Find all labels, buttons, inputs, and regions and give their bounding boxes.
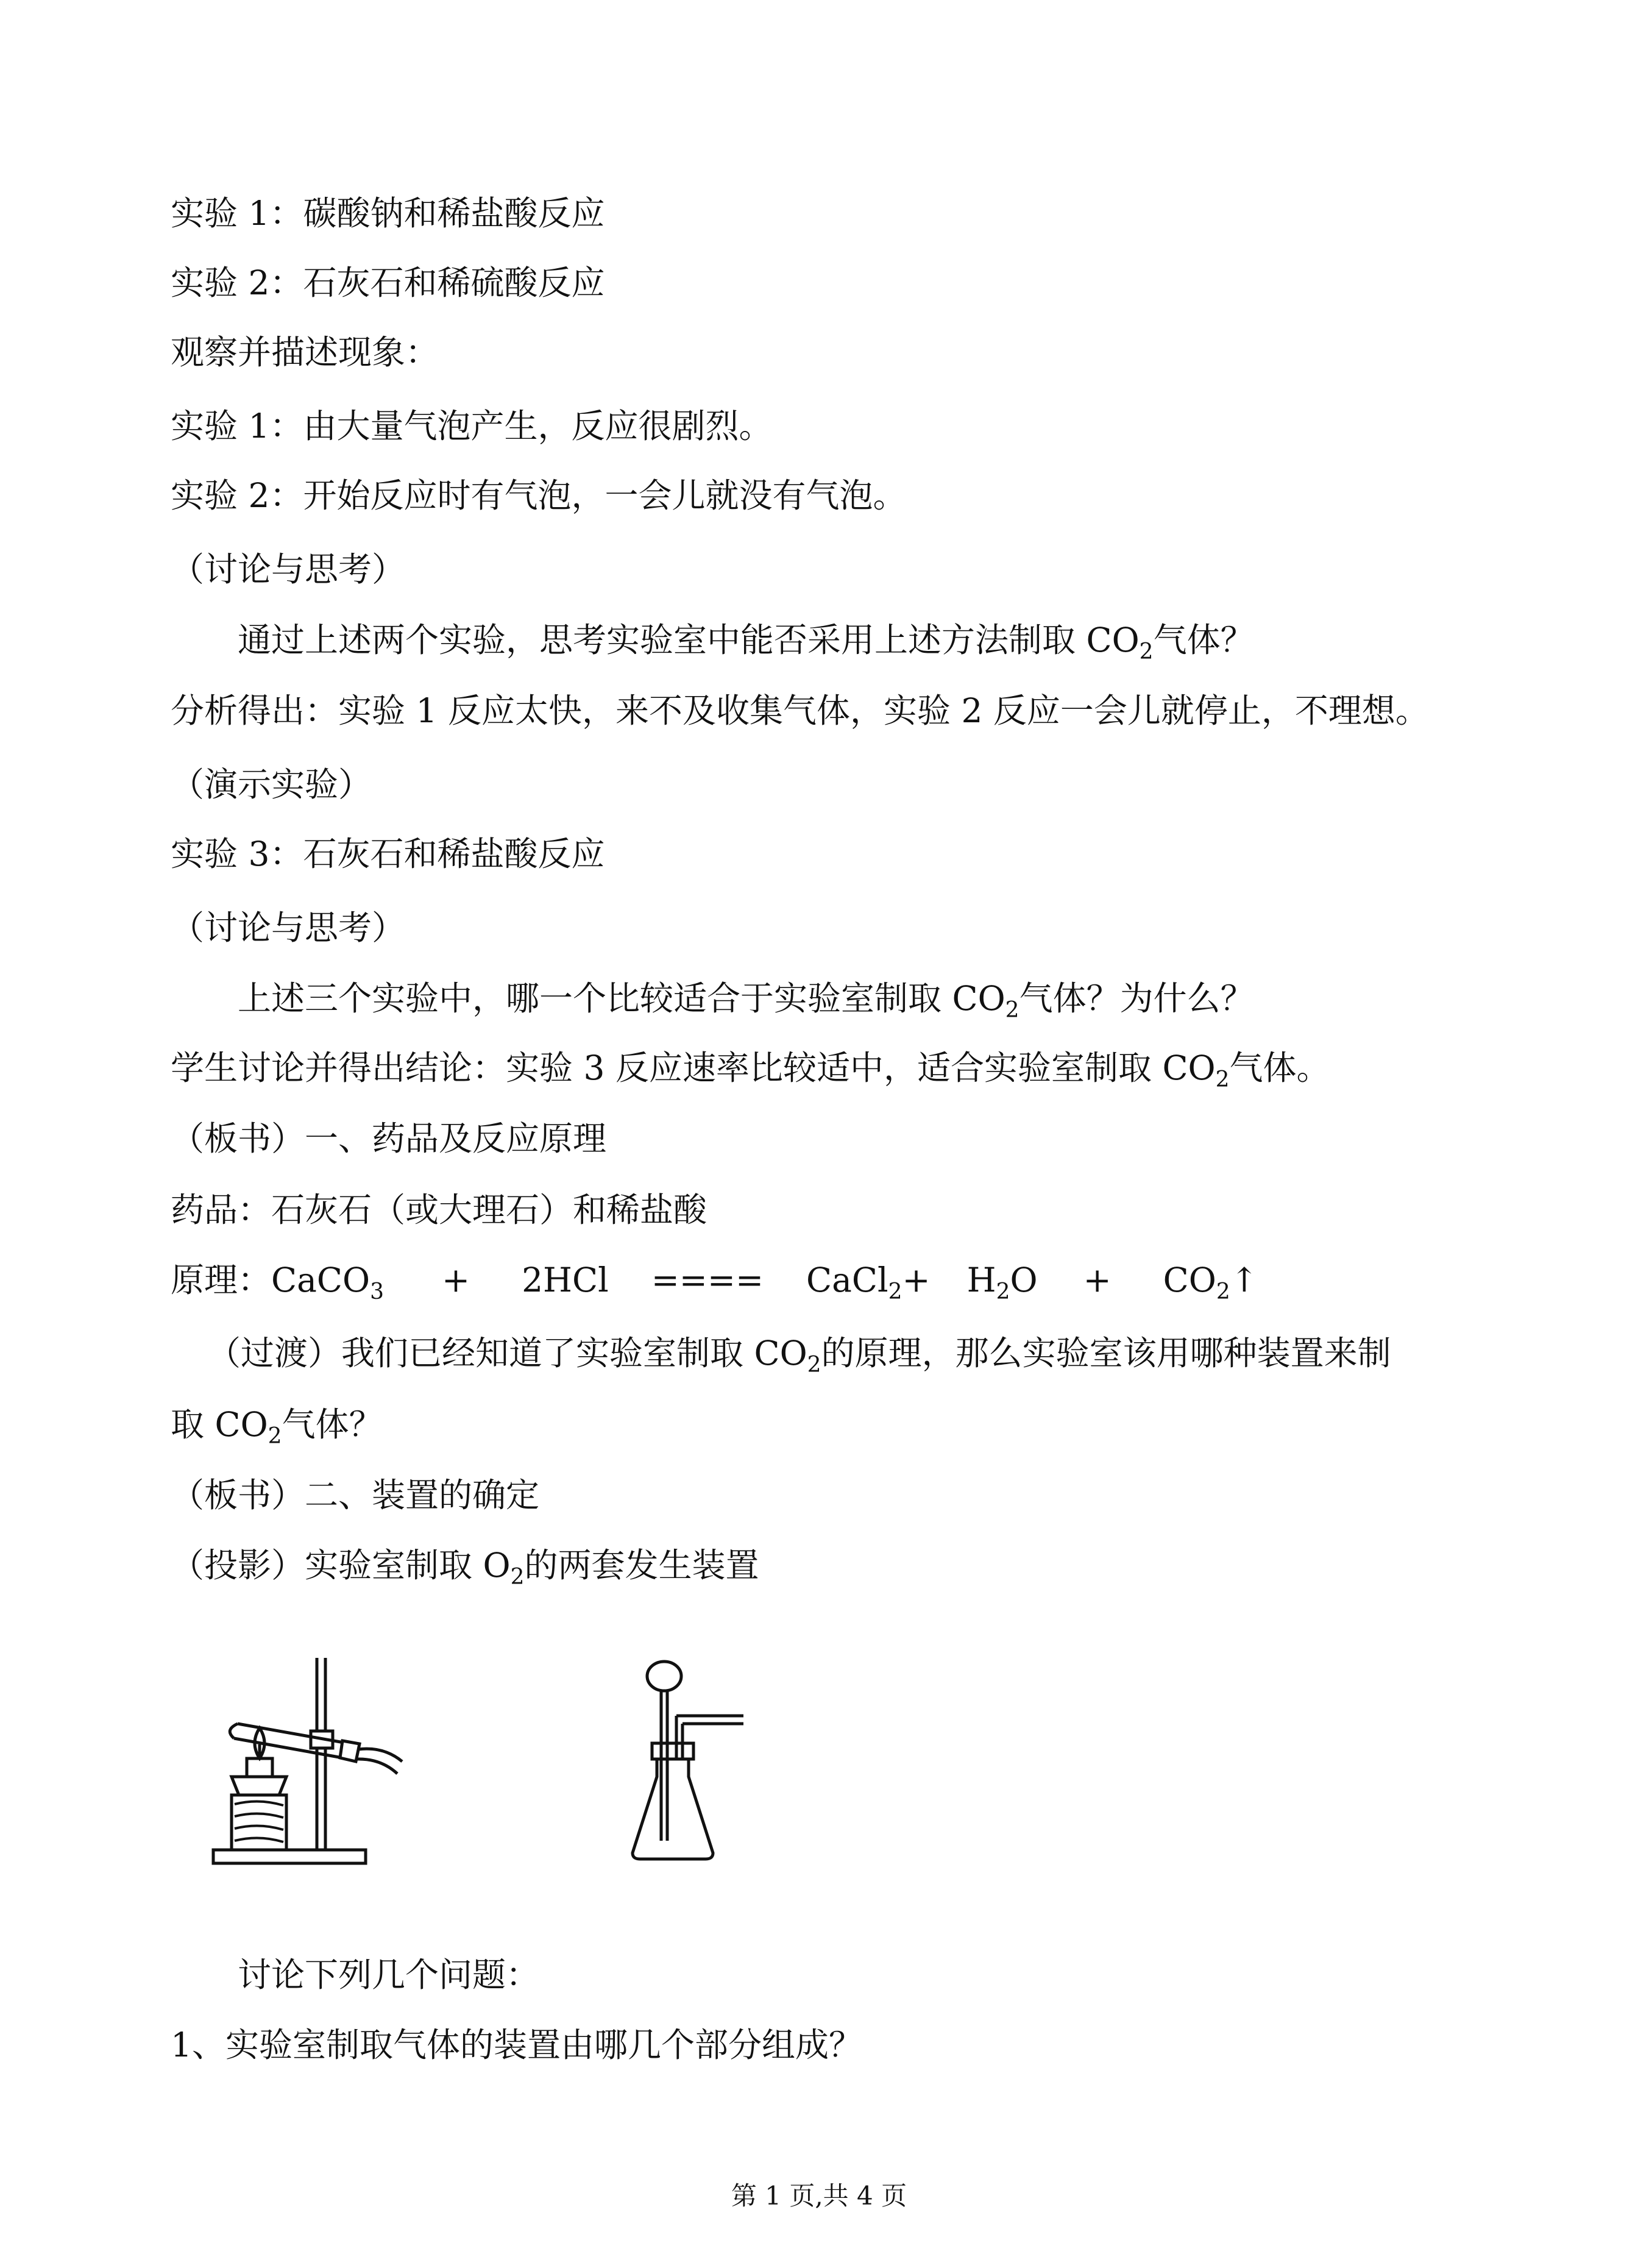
- transition-2-text: 取 CO: [171, 1405, 268, 1444]
- demo-heading: （演示实验）: [171, 765, 372, 804]
- transition-line: [207, 1332, 1391, 1378]
- question-1-tail: 气体？: [1153, 620, 1254, 659]
- subscript: 2: [1005, 998, 1019, 1023]
- question-1-text: 通过上述两个实验，思考实验室中能否采用上述方法制取 CO: [238, 620, 1140, 659]
- heating-apparatus-icon: [207, 1640, 414, 1877]
- subscript: 2: [268, 1424, 282, 1449]
- conclusion-tail: 气体。: [1229, 1048, 1330, 1087]
- subscript: 2: [1215, 1067, 1230, 1092]
- transition-2-tail: 气体？: [282, 1405, 383, 1444]
- flask-funnel-apparatus-icon: [628, 1658, 768, 1865]
- question-item-1: 1、实验室制取气体的装置由哪几个部分组成？: [171, 2025, 862, 2064]
- observation-2-line: 实验 2：开始反应时有气泡，一会儿就没有气泡。: [171, 476, 907, 515]
- question-1-line: [238, 619, 1254, 664]
- plus-sign: +: [441, 1260, 470, 1299]
- discussion-heading-2: （讨论与思考）: [171, 908, 406, 947]
- transition-text: （过渡）我们已经知道了实验室制取 CO: [207, 1334, 807, 1373]
- transition-line-2: [171, 1403, 383, 1449]
- subscript: 2: [807, 1353, 821, 1378]
- drugs-line: 药品：石灰石（或大理石）和稀盐酸: [171, 1190, 707, 1229]
- analysis-line: 分析得出：实验 1 反应太快，来不及收集气体，实验 2 反应一会儿就停止，不理想。: [171, 691, 1429, 730]
- equals-sign: ====: [651, 1260, 764, 1299]
- subscript: 2: [1139, 639, 1154, 664]
- gas-arrow-icon: ↑: [1230, 1260, 1258, 1299]
- board-heading-1: （板书）一、药品及反应原理: [171, 1119, 607, 1158]
- question-2-line: [238, 977, 1254, 1023]
- board-heading-2: （板书）二、装置的确定: [171, 1476, 540, 1515]
- plus-sign-2: +: [1083, 1260, 1112, 1299]
- projection-text: （投影）实验室制取 O: [171, 1546, 511, 1585]
- observation-1-line: 实验 1：由大量气泡产生，反应很剧烈。: [171, 407, 773, 446]
- experiment-1-line: 实验 1：碳酸钠和稀盐酸反应: [171, 194, 605, 233]
- transition-tail: 的原理，那么实验室该用哪种装置来制: [821, 1334, 1391, 1373]
- product-h2o: $H_2O$: [966, 1260, 1038, 1304]
- product-cacl2: CaCl$_2$+: [806, 1260, 931, 1304]
- experiment-3-line: 实验 3：石灰石和稀盐酸反应: [171, 834, 605, 873]
- product-co2: $CO_2↑$: [1163, 1259, 1258, 1301]
- discussion-prompt: 讨论下列几个问题：: [238, 1955, 540, 1994]
- reactant-caco3: CaCO$_3$: [271, 1260, 384, 1304]
- projection-tail: 的两套发生装置: [524, 1546, 759, 1585]
- conclusion-text: 学生讨论并得出结论：实验 3 反应速率比较适中，适合实验室制取 CO: [171, 1048, 1216, 1087]
- conclusion-line: [171, 1047, 1330, 1092]
- question-2-tail: 气体？为什么？: [1019, 979, 1254, 1018]
- subscript: 2: [510, 1565, 525, 1590]
- discussion-heading: （讨论与思考）: [171, 550, 406, 589]
- observe-line: 观察并描述现象：: [171, 333, 439, 372]
- principle-equation: [171, 1259, 1258, 1304]
- experiment-2-line: 实验 2：石灰石和稀硫酸反应: [171, 263, 605, 302]
- reactant-hcl: 2HCl: [522, 1260, 609, 1299]
- question-2-text: 上述三个实验中，哪一个比较适合于实验室制取 CO: [238, 979, 1005, 1018]
- principle-label: 原理：: [171, 1260, 272, 1299]
- page-footer: 第 1 页,共 4 页: [731, 2181, 907, 2211]
- projection-line: [171, 1544, 759, 1590]
